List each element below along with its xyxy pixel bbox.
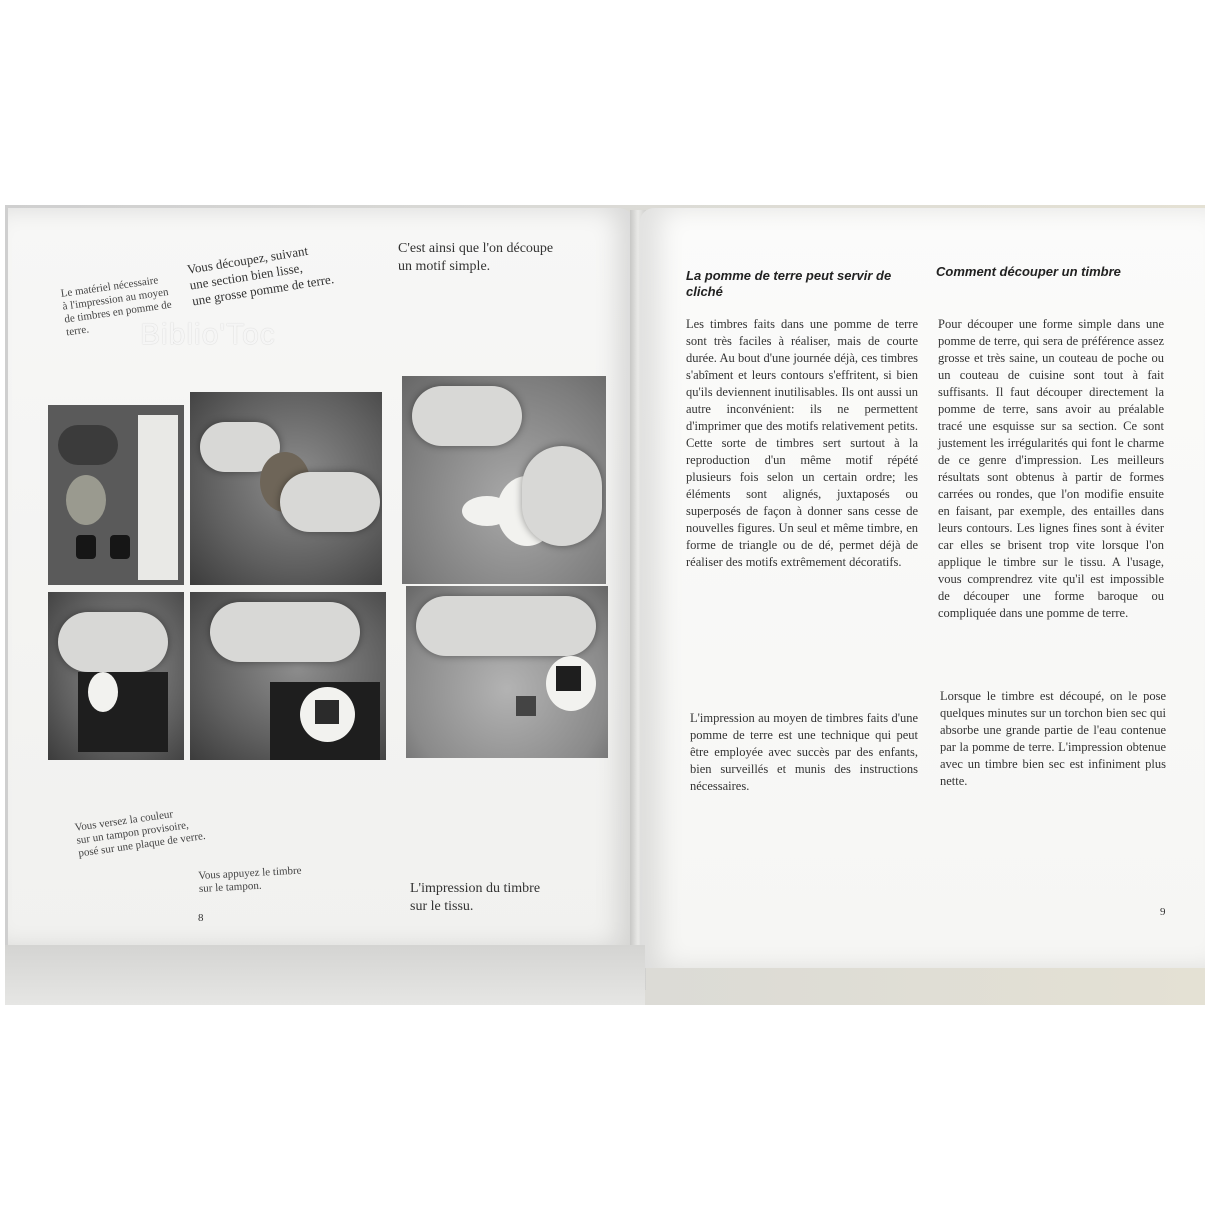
photo-cutting-potato [190, 392, 382, 585]
photo-cut-motif [402, 376, 606, 584]
body-col2-second: Lorsque le timbre est découpé, on le pose quelques minutes sur un torchon bien sec qui absorbe une grande partie de l'eau contenue par la pomme de terre. L'impression obtenue avec un timbre bien sec est infiniment plus nette. [940, 689, 1166, 788]
caption-motif: C'est ainsi que l'on découpe un motif simple. [398, 241, 554, 274]
photo-materiel [48, 405, 184, 585]
heading-col2: Comment découper un timbre [936, 264, 1121, 279]
caption-materiel: Le matériel nécessaire à l'impression au moyen de timbres en pomme de terre. [60, 274, 173, 339]
caption-appuyez: Vous appuyez le timbre sur le tampon. [198, 864, 302, 895]
heading-col1: La pomme de terre peut servir de cliché [686, 268, 892, 299]
body-col2: Pour découper une forme simple dans une pomme de terre, qui sera de préférence assez grosse et très saine, un couteau de poche ou un couteau de cuisine sont tout à fait suffisants. Il faut découper directement la pomme de terre, sans avoir au préalable tracé une esquisse sur sa section. Ce sont justement les irrégularités qui font le charme de ce genre d'impression. Les meilleurs résultats sont obtenus à partir de formes carrées ou rondes, que l'on modifie ensuite en faisant, par exemple, des entailles dans leurs contours. Les lignes fines sont à éviter car elles se brisent trop vite lorsque l'on applique le timbre sur le tissu. A l'usage, vous comprendrez vite qu'il est impossible de découper une forme baroque ou compliquée dans une pomme de terre. [938, 317, 1164, 620]
page-number-left: 8 [198, 912, 204, 924]
photo-printing-fabric [406, 586, 608, 758]
page-number-right: 9 [1160, 906, 1166, 918]
caption-decoupez: Vous découpez, suivant une section bien lisse, une grosse pomme de terre. [186, 242, 335, 309]
body-col1-second: L'impression au moyen de timbres faits d'une pomme de terre est une technique qui peut être employée avec succès par des enfants, bien surveillés et munis des instructions nécessaires. [690, 711, 918, 793]
watermark: Biblio'Toc [140, 318, 276, 351]
body-col1: Les timbres faits dans une pomme de terre sont très faciles à réaliser, mais de courte durée. Au bout d'une journée déjà, ces timbres s'abîment et leurs contours s'effritent, si bien qu'ils deviennent inutilisables. Ils ont aussi un autre inconvénient: ils ne permettent d'imprimer que des motifs relativement petits. Cette sorte de timbres sert surtout à la reproduction d'un même motif répété plusieurs fois selon un certain ordre; les éléments sont alignés, juxtaposés ou superposés de façon à donner sans cesse de nouvelles figures. Un seul et même timbre, en forme de triangle ou de dé, permet déjà de réaliser des motifs extrêmement décoratifs. [686, 317, 918, 569]
caption-impression: L'impression du timbre sur le tissu. [410, 881, 541, 914]
photo-pouring-color [48, 592, 184, 760]
page-edge-shadow [5, 945, 645, 1005]
photo-pressing-stamp [190, 592, 386, 760]
caption-couleur: Vous versez la couleur sur un tampon provisoire, posé sur une plaque de verre. [74, 808, 207, 860]
